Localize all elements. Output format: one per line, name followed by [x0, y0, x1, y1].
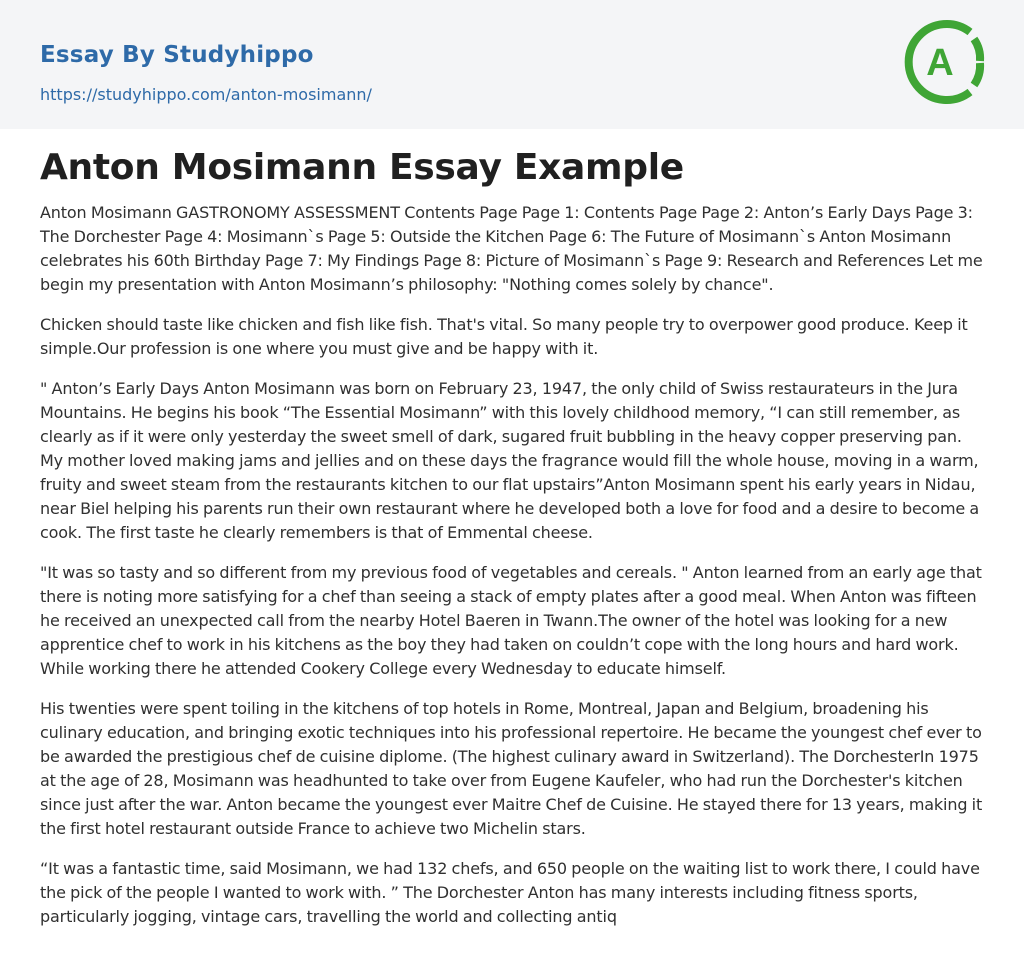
logo-letter: A	[926, 42, 954, 84]
article-paragraph: “It was a fantastic time, said Mosimann, we had 132 chefs, and 650 people on the waiting list to work there, I could have the pick of the people I wanted to work with. ” The Dorchester Anton has many interests including fitness sports, particularly jogging, vintage cars, travelling the world and collecting antiq	[40, 859, 980, 926]
page-url-link[interactable]: https://studyhippo.com/anton-mosimann/	[40, 85, 372, 104]
article-paragraph: Chicken should taste like chicken and fish like fish. That's vital. So many people try to overpower good produce. Keep it simple.Our profession is one where you must give and be happy with it.	[40, 315, 968, 358]
site-header	[0, 0, 1024, 129]
studyhippo-logo-icon[interactable]	[904, 19, 988, 105]
article-paragraph: Anton Mosimann GASTRONOMY ASSESSMENT Contents Page Page 1: Contents Page Page 2: Anton’s Early Days Page 3: The Dorchester Page 4: Mosimann`s Page 5: Outside the Kitchen Page 6: The Future of Mosimann`s Anton Mosimann celebrates his 60th Birthday Page 7: My Findings Page 8: Picture of Mosimann`s Page 9: Research and References Let me begin my presentation with Anton Mosimann’s philosophy: "Nothing comes solely by chance".	[40, 203, 983, 294]
article-paragraph: " Anton’s Early Days Anton Mosimann was born on February 23, 1947, the only child of Swiss restaurateurs in the Jura Mountains. He begins his book “The Essential Mosimann” with this lovely childhood memory, “I can still remember, as clearly as if it were only yesterday the sweet smell of dark, sugared fruit bubbling in the heavy copper preserving pan. My mother loved making jams and jellies and on these days the fragrance would fill the whole house, moving in a warm, fruity and sweet steam from the restaurants kitchen to our flat upstairs”Anton Mosimann spent his early years in Nidau, near Biel helping his parents run their own restaurant where he developed both a love for food and a desire to become a cook. The first taste he clearly remembers is that of Emmental cheese.	[40, 379, 980, 542]
site-brand[interactable]: Essay By Studyhippo	[40, 42, 314, 68]
article-title: Anton Mosimann Essay Example	[40, 147, 684, 188]
article-paragraph: His twenties were spent toiling in the kitchens of top hotels in Rome, Montreal, Japan and Belgium, broadening his culinary education, and bringing exotic techniques into his professional repertoire. He became the youngest chef ever to be awarded the prestigious chef de cuisine diplome. (The highest culinary award in Switzerland). The DorchesterIn 1975 at the age of 28, Mosimann was headhunted to take over from Eugene Kaufeler, who had run the Dorchester's kitchen since just after the war. Anton became the youngest ever Maitre Chef de Cuisine. He stayed there for 13 years, making it the first hotel restaurant outside France to achieve two Michelin stars.	[40, 699, 983, 838]
article	[40, 145, 985, 945]
article-paragraph: "It was so tasty and so different from my previous food of vegetables and cereals. " Anton learned from an early age that there is noting more satisfying for a chef than seeing a stack of empty plates after a good meal. When Anton was fifteen he received an unexpected call from the nearby Hotel Baeren in Twann.The owner of the hotel was looking for a new apprentice chef to work in his kitchens as the boy they had taken on couldn’t cope with the long hours and hard work. While working there he attended Cookery College every Wednesday to educate himself.	[40, 563, 982, 678]
